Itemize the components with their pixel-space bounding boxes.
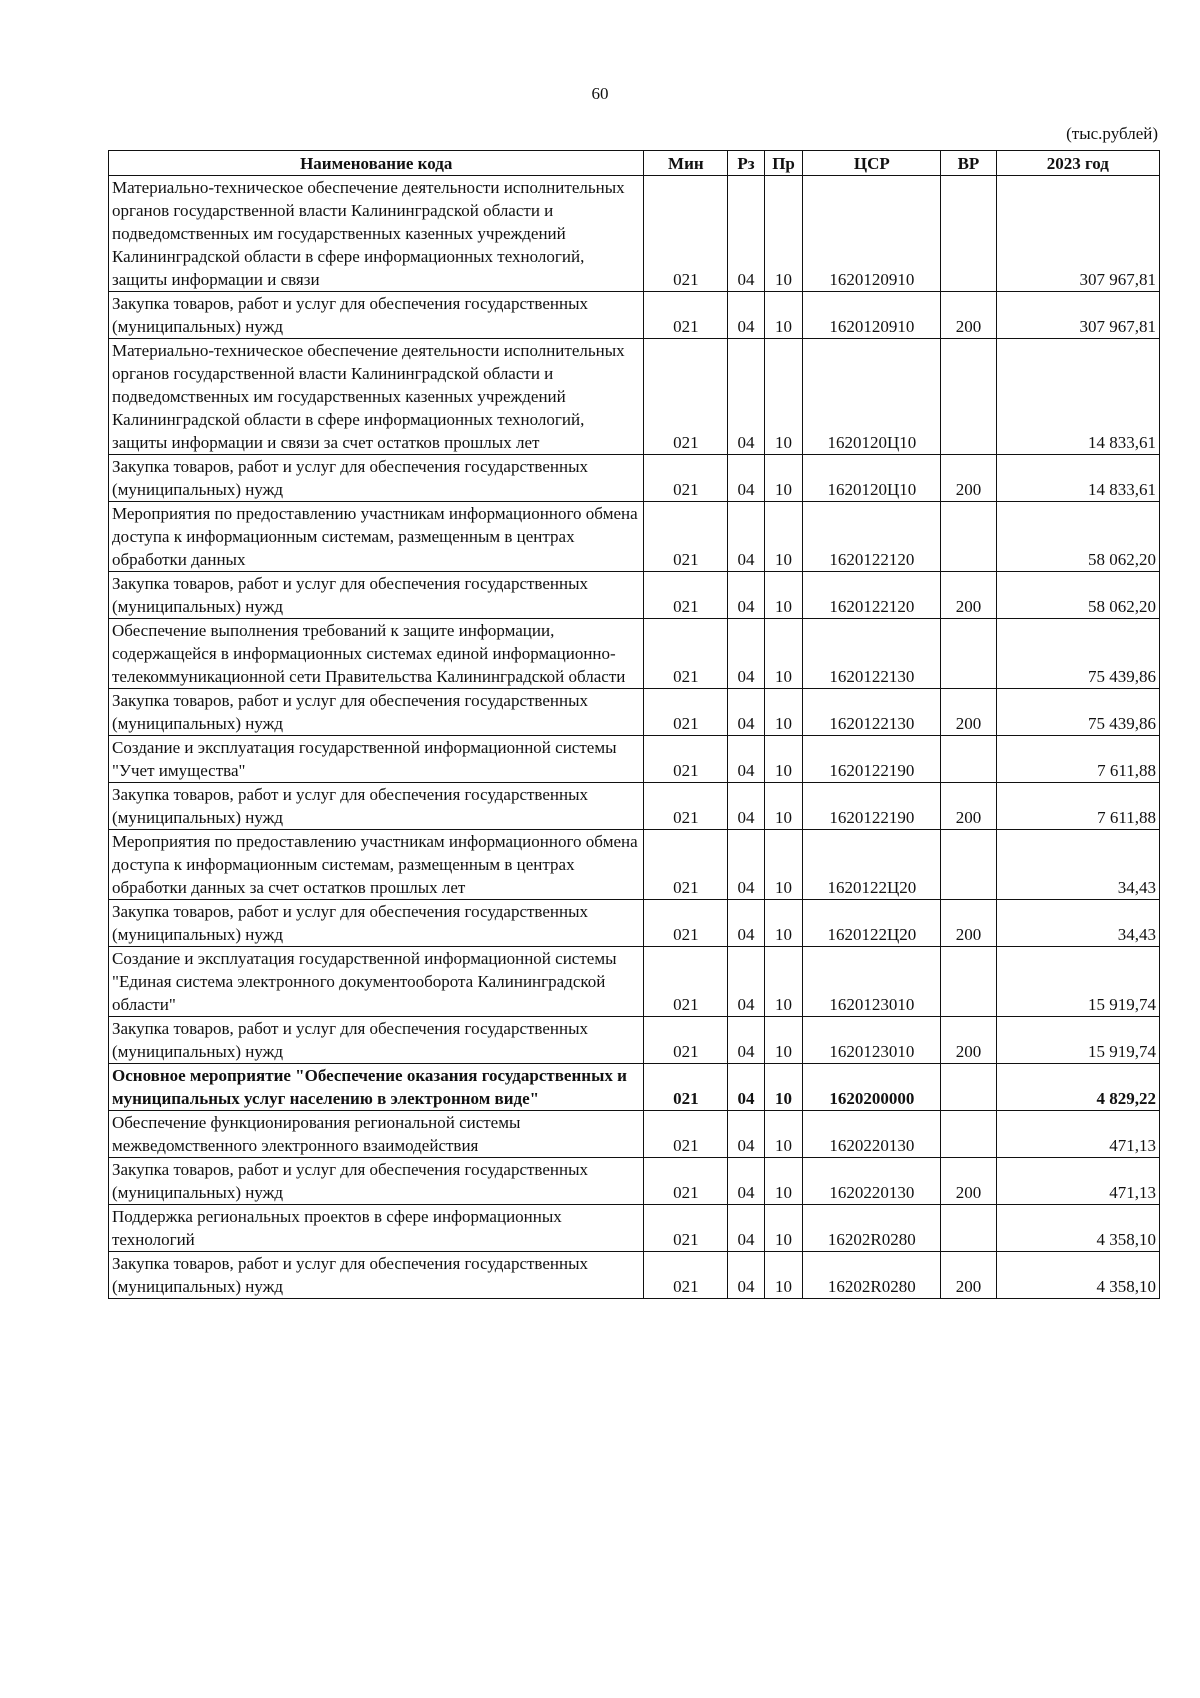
- row-rz-cell: 04: [728, 830, 764, 900]
- row-pr-cell: 10: [764, 830, 803, 900]
- row-vr-cell: 200: [941, 1158, 996, 1205]
- row-min-cell: 021: [644, 619, 728, 689]
- row-vr-cell: 200: [941, 689, 996, 736]
- row-csr-cell: 16202R0280: [803, 1252, 941, 1299]
- row-csr-cell: 1620122120: [803, 502, 941, 572]
- table-body: [109, 176, 1160, 1299]
- row-pr-cell: 10: [764, 619, 803, 689]
- header-pr: Пр: [764, 151, 803, 176]
- row-pr-cell: 10: [764, 455, 803, 502]
- row-min-cell: 021: [644, 1205, 728, 1252]
- row-pr-cell: 10: [764, 176, 803, 292]
- row-rz-cell: 04: [728, 783, 764, 830]
- row-pr-cell: 10: [764, 502, 803, 572]
- row-vr-cell: [941, 176, 996, 292]
- row-name-cell: Основное мероприятие "Обеспечение оказания государственных и муниципальных услуг населению в электронном виде": [109, 1064, 644, 1111]
- row-rz-cell: 04: [728, 1252, 764, 1299]
- row-vr-cell: [941, 736, 996, 783]
- row-rz-cell: 04: [728, 1158, 764, 1205]
- row-min-cell: 021: [644, 292, 728, 339]
- row-vr-cell: [941, 1064, 996, 1111]
- row-name-cell: Создание и эксплуатация государственной информационной системы "Учет имущества": [109, 736, 644, 783]
- row-pr-cell: 10: [764, 1205, 803, 1252]
- table-row: [109, 619, 1160, 689]
- table-row: [109, 1064, 1160, 1111]
- row-amount-cell: 15 919,74: [996, 1017, 1159, 1064]
- table-row: [109, 830, 1160, 900]
- row-amount-cell: 7 611,88: [996, 783, 1159, 830]
- row-pr-cell: 10: [764, 292, 803, 339]
- table-row: [109, 572, 1160, 619]
- row-vr-cell: [941, 830, 996, 900]
- row-amount-cell: 14 833,61: [996, 455, 1159, 502]
- row-pr-cell: 10: [764, 572, 803, 619]
- row-pr-cell: 10: [764, 783, 803, 830]
- row-amount-cell: 75 439,86: [996, 689, 1159, 736]
- table-header-row: [109, 151, 1160, 176]
- table-row: [109, 689, 1160, 736]
- row-name-cell: Закупка товаров, работ и услуг для обеспечения государственных (муниципальных) нужд: [109, 900, 644, 947]
- header-name: Наименование кода: [109, 151, 644, 176]
- table-row: [109, 1158, 1160, 1205]
- row-rz-cell: 04: [728, 619, 764, 689]
- table-row: [109, 900, 1160, 947]
- row-amount-cell: 4 358,10: [996, 1205, 1159, 1252]
- row-csr-cell: 1620123010: [803, 1017, 941, 1064]
- row-name-cell: Обеспечение функционирования региональной системы межведомственного электронного взаимодействия: [109, 1111, 644, 1158]
- row-rz-cell: 04: [728, 900, 764, 947]
- row-csr-cell: 1620122190: [803, 736, 941, 783]
- row-min-cell: 021: [644, 502, 728, 572]
- units-label: (тыс.рублей): [1066, 124, 1158, 143]
- row-amount-cell: 4 358,10: [996, 1252, 1159, 1299]
- row-rz-cell: 04: [728, 1064, 764, 1111]
- row-pr-cell: 10: [764, 900, 803, 947]
- row-vr-cell: 200: [941, 572, 996, 619]
- row-csr-cell: 1620122130: [803, 689, 941, 736]
- page-number: 60: [591, 84, 609, 103]
- row-vr-cell: [941, 502, 996, 572]
- row-amount-cell: 7 611,88: [996, 736, 1159, 783]
- row-csr-cell: 1620220130: [803, 1158, 941, 1205]
- row-rz-cell: 04: [728, 1017, 764, 1064]
- header-vr: ВР: [941, 151, 996, 176]
- row-name-cell: Закупка товаров, работ и услуг для обеспечения государственных (муниципальных) нужд: [109, 292, 644, 339]
- row-min-cell: 021: [644, 1064, 728, 1111]
- table-row: [109, 783, 1160, 830]
- row-vr-cell: [941, 1111, 996, 1158]
- row-amount-cell: 34,43: [996, 900, 1159, 947]
- row-vr-cell: [941, 619, 996, 689]
- row-name-cell: Закупка товаров, работ и услуг для обеспечения государственных (муниципальных) нужд: [109, 572, 644, 619]
- row-name-cell: Закупка товаров, работ и услуг для обеспечения государственных (муниципальных) нужд: [109, 455, 644, 502]
- row-rz-cell: 04: [728, 689, 764, 736]
- table-row: [109, 1017, 1160, 1064]
- row-name-cell: Закупка товаров, работ и услуг для обеспечения государственных (муниципальных) нужд: [109, 783, 644, 830]
- budget-table: [108, 150, 1160, 1299]
- row-amount-cell: 75 439,86: [996, 619, 1159, 689]
- row-amount-cell: 58 062,20: [996, 572, 1159, 619]
- row-vr-cell: [941, 339, 996, 455]
- table-row: [109, 339, 1160, 455]
- row-name-cell: Материально-техническое обеспечение деятельности исполнительных органов государственной власти Калининградской области и подведомственных им государственных казенных учреждений Калининградской области в сфере информационных технологий, защиты информации и связи за счет остатков прошлых лет: [109, 339, 644, 455]
- row-pr-cell: 10: [764, 947, 803, 1017]
- row-rz-cell: 04: [728, 502, 764, 572]
- row-rz-cell: 04: [728, 947, 764, 1017]
- row-csr-cell: 1620122190: [803, 783, 941, 830]
- row-min-cell: 021: [644, 736, 728, 783]
- row-vr-cell: 200: [941, 900, 996, 947]
- row-pr-cell: 10: [764, 689, 803, 736]
- row-min-cell: 021: [644, 947, 728, 1017]
- row-pr-cell: 10: [764, 1158, 803, 1205]
- header-csr: ЦСР: [803, 151, 941, 176]
- row-csr-cell: 1620120910: [803, 292, 941, 339]
- row-csr-cell: 1620120910: [803, 176, 941, 292]
- row-amount-cell: 4 829,22: [996, 1064, 1159, 1111]
- row-name-cell: Закупка товаров, работ и услуг для обеспечения государственных (муниципальных) нужд: [109, 1017, 644, 1064]
- row-min-cell: 021: [644, 572, 728, 619]
- row-vr-cell: 200: [941, 455, 996, 502]
- row-amount-cell: 15 919,74: [996, 947, 1159, 1017]
- row-name-cell: Создание и эксплуатация государственной информационной системы "Единая система электронного документооборота Калининградской области": [109, 947, 644, 1017]
- row-rz-cell: 04: [728, 176, 764, 292]
- row-min-cell: 021: [644, 689, 728, 736]
- row-csr-cell: 1620122Ц20: [803, 830, 941, 900]
- row-name-cell: Закупка товаров, работ и услуг для обеспечения государственных (муниципальных) нужд: [109, 1158, 644, 1205]
- table-row: [109, 1252, 1160, 1299]
- row-min-cell: 021: [644, 830, 728, 900]
- row-amount-cell: 14 833,61: [996, 339, 1159, 455]
- row-csr-cell: 1620200000: [803, 1064, 941, 1111]
- row-rz-cell: 04: [728, 736, 764, 783]
- row-rz-cell: 04: [728, 339, 764, 455]
- row-rz-cell: 04: [728, 1205, 764, 1252]
- row-rz-cell: 04: [728, 1111, 764, 1158]
- row-csr-cell: 1620220130: [803, 1111, 941, 1158]
- row-min-cell: 021: [644, 455, 728, 502]
- row-min-cell: 021: [644, 1158, 728, 1205]
- row-vr-cell: 200: [941, 1252, 996, 1299]
- row-amount-cell: 58 062,20: [996, 502, 1159, 572]
- table-row: [109, 292, 1160, 339]
- table-row: [109, 736, 1160, 783]
- row-min-cell: 021: [644, 339, 728, 455]
- row-min-cell: 021: [644, 1252, 728, 1299]
- row-csr-cell: 16202R0280: [803, 1205, 941, 1252]
- row-vr-cell: 200: [941, 1017, 996, 1064]
- row-pr-cell: 10: [764, 339, 803, 455]
- row-amount-cell: 471,13: [996, 1111, 1159, 1158]
- table-row: [109, 1111, 1160, 1158]
- table-row: [109, 455, 1160, 502]
- row-pr-cell: 10: [764, 1064, 803, 1111]
- row-csr-cell: 1620122Ц20: [803, 900, 941, 947]
- row-csr-cell: 1620123010: [803, 947, 941, 1017]
- row-pr-cell: 10: [764, 736, 803, 783]
- row-min-cell: 021: [644, 900, 728, 947]
- row-amount-cell: 471,13: [996, 1158, 1159, 1205]
- row-min-cell: 021: [644, 176, 728, 292]
- row-name-cell: Мероприятия по предоставлению участникам информационного обмена доступа к информационным системам, размещенным в центрах обработки данных за счет остатков прошлых лет: [109, 830, 644, 900]
- row-vr-cell: 200: [941, 783, 996, 830]
- row-name-cell: Закупка товаров, работ и услуг для обеспечения государственных (муниципальных) нужд: [109, 1252, 644, 1299]
- row-min-cell: 021: [644, 1111, 728, 1158]
- row-rz-cell: 04: [728, 572, 764, 619]
- row-amount-cell: 307 967,81: [996, 176, 1159, 292]
- row-csr-cell: 1620120Ц10: [803, 455, 941, 502]
- row-name-cell: Обеспечение выполнения требований к защите информации, содержащейся в информационных системах единой информационно-телекоммуникационной сети Правительства Калининградской области: [109, 619, 644, 689]
- row-csr-cell: 1620122120: [803, 572, 941, 619]
- header-amount: 2023 год: [996, 151, 1159, 176]
- row-name-cell: Мероприятия по предоставлению участникам информационного обмена доступа к информационным системам, размещенным в центрах обработки данных: [109, 502, 644, 572]
- row-csr-cell: 1620122130: [803, 619, 941, 689]
- row-min-cell: 021: [644, 783, 728, 830]
- header-min: Мин: [644, 151, 728, 176]
- row-pr-cell: 10: [764, 1017, 803, 1064]
- row-amount-cell: 307 967,81: [996, 292, 1159, 339]
- table-row: [109, 1205, 1160, 1252]
- table-row: [109, 176, 1160, 292]
- row-vr-cell: [941, 947, 996, 1017]
- row-rz-cell: 04: [728, 292, 764, 339]
- row-name-cell: Поддержка региональных проектов в сфере информационных технологий: [109, 1205, 644, 1252]
- row-rz-cell: 04: [728, 455, 764, 502]
- header-rz: Рз: [728, 151, 764, 176]
- row-amount-cell: 34,43: [996, 830, 1159, 900]
- row-pr-cell: 10: [764, 1252, 803, 1299]
- row-min-cell: 021: [644, 1017, 728, 1064]
- row-name-cell: Закупка товаров, работ и услуг для обеспечения государственных (муниципальных) нужд: [109, 689, 644, 736]
- row-vr-cell: [941, 1205, 996, 1252]
- row-pr-cell: 10: [764, 1111, 803, 1158]
- row-csr-cell: 1620120Ц10: [803, 339, 941, 455]
- table-row: [109, 947, 1160, 1017]
- table-row: [109, 502, 1160, 572]
- row-name-cell: Материально-техническое обеспечение деятельности исполнительных органов государственной власти Калининградской области и подведомственных им государственных казенных учреждений Калининградской области в сфере информационных технологий, защиты информации и связи: [109, 176, 644, 292]
- row-vr-cell: 200: [941, 292, 996, 339]
